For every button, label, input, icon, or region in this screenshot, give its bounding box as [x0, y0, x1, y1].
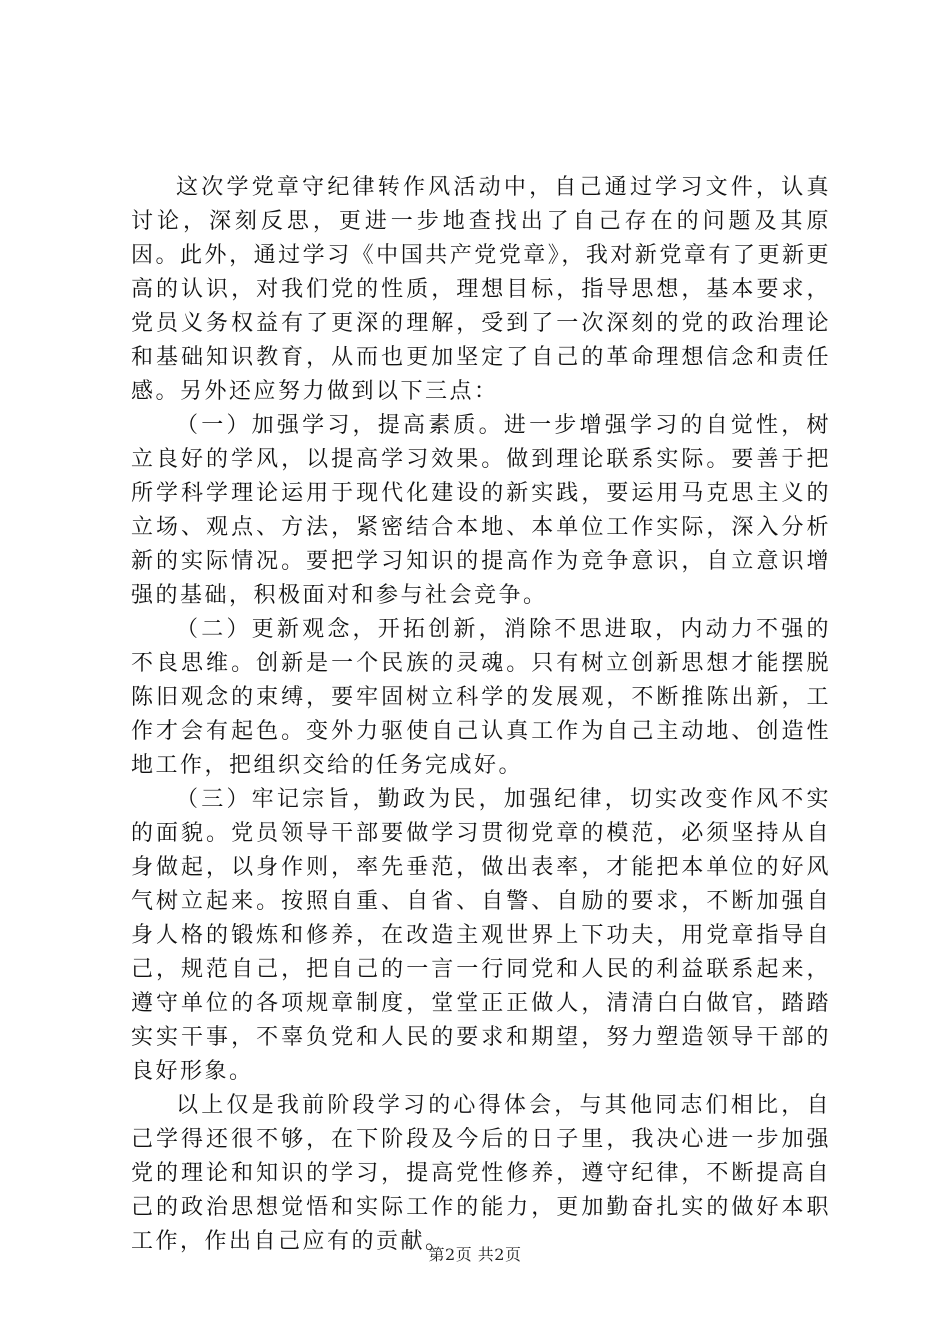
- paragraph-conclusion: 以上仅是我前阶段学习的心得体会，与其他同志们相比，自己学得还很不够，在下阶段及今后的日子里，我决心进一步加强党的理论和知识的学习，提高党性修养，遵守纪律，不断提高自己的政治思想觉悟和实际工作的能力，更加勤奋扎实的做好本职工作，作出自己应有的贡献。: [131, 1093, 831, 1254]
- paragraph-intro: 这次学党章守纪律转作风活动中，自己通过学习文件，认真讨论，深刻反思，更进一步地查找出了自己存在的问题及其原因。此外，通过学习《中国共产党党章》，我对新党章有了更新更高的认识，对我们党的性质，理想目标，指导思想，基本要求，党员义务权益有了更深的理解，受到了一次深刻的党的政治理论和基础知识教育，从而也更加坚定了自己的革命理想信念和责任感。另外还应努力做到以下三点：: [131, 175, 831, 404]
- paragraph-point-two: （二）更新观念，开拓创新，消除不思进取，内动力不强的不良思维。创新是一个民族的灵魂。只有树立创新思想才能摆脱陈旧观念的束缚，要牢固树立科学的发展观，不断推陈出新，工作才会有起色。变外力驱使自己认真工作为自己主动地、创造性地工作，把组织交给的任务完成好。: [131, 617, 831, 778]
- document-body: [131, 171, 831, 1259]
- paragraph-point-three: （三）牢记宗旨，勤政为民，加强纪律，切实改变作风不实的面貌。党员领导干部要做学习贯彻党章的模范，必须坚持从自身做起，以身作则，率先垂范，做出表率，才能把本单位的好风气树立起来。按照自重、自省、自警、自励的要求，不断加强自身人格的锻炼和修养，在改造主观世界上下功夫，用党章指导自己，规范自己，把自己的一言一行同党和人民的利益联系起来，遵守单位的各项规章制度，堂堂正正做人，清清白白做官，踏踏实实干事，不辜负党和人民的要求和期望，努力塑造领导干部的良好形象。: [131, 787, 831, 1084]
- page-number-footer: 第2页 共2页: [428, 1245, 522, 1264]
- paragraph-point-one: （一）加强学习，提高素质。进一步增强学习的自觉性，树立良好的学风，以提高学习效果。做到理论联系实际。要善于把所学科学理论运用于现代化建设的新实践，要运用马克思主义的立场、观点、方法，紧密结合本地、本单位工作实际，深入分析新的实际情况。要把学习知识的提高作为竞争意识，自立意识增强的基础，积极面对和参与社会竞争。: [131, 413, 831, 608]
